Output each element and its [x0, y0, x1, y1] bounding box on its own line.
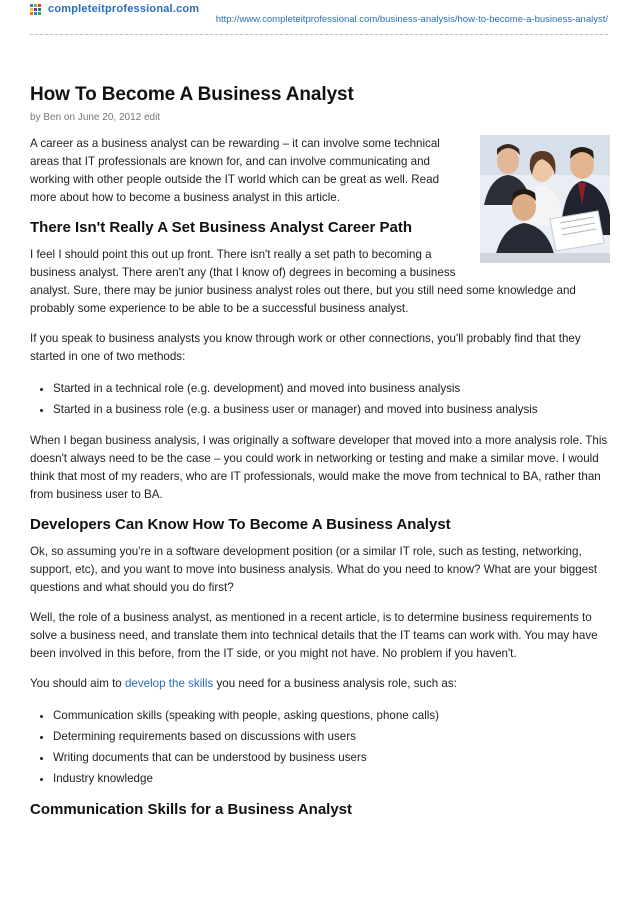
site-logo-icon: [30, 4, 42, 16]
list-item: • Started in a business role (e.g. a business user or manager) and moved into business analysis: [53, 399, 612, 420]
logo-square: [34, 12, 37, 15]
paragraph: I feel I should point this out up front. There isn't really a set path to becoming a business analyst. There aren't any (that I know of) degrees in becoming a business analyst. Sure, there may be junior business analyst roles out there, but you still need some knowledge and probably some experience to be able to be a successful business analyst.: [30, 248, 576, 315]
section-heading-communication: Communication Skills for a Business Analyst: [30, 801, 353, 818]
logo-square: [34, 4, 37, 7]
intro-paragraph: A career as a business analyst can be rewarding – it can involve some technical areas that IT professionals are known for, and can involve communicating and working with other people outside the IT world which can be great as well. Read more about how to become a business analyst in this article.: [30, 137, 440, 204]
site-name[interactable]: completeitprofessional.com: [48, 3, 200, 15]
paragraph: [30, 675, 612, 693]
list-item: • Industry knowledge: [53, 768, 612, 789]
page-header: [30, 0, 608, 62]
text: You should aim to: [30, 677, 125, 690]
logo-square: [38, 4, 41, 7]
list-item: • Communication skills (speaking with people, asking questions, phone calls): [53, 705, 612, 726]
methods-list: [30, 378, 612, 420]
page-url[interactable]: http://www.completeitprofessional.com/business-analysis/how-to-become-a-business-analyst/: [215, 14, 608, 25]
paragraph: Well, the role of a business analyst, as mentioned in a recent article, is to determine business requirements to solve a business need, and translate them into technical details that the IT teams can work with. You may have been involved in this before, from the IT side, or you might not have. No problem if you haven't.: [30, 611, 598, 660]
business-people-icon: [480, 135, 610, 263]
logo-square: [30, 8, 33, 11]
paragraph: When I began business analysis, I was originally a software developer that moved into a more analysis role. This doesn't always need to be the case – you could work in networking or testing and make a similar move. I would think that most of my readers, who are IT professionals, would make the move from technical to BA, rather than from business user to BA.: [30, 434, 608, 501]
section-heading-developers: Developers Can Know How To Become A Business Analyst: [30, 516, 451, 533]
article-title: How To Become A Business Analyst: [30, 84, 354, 105]
list-item: • Determining requirements based on discussions with users: [53, 726, 612, 747]
business-team-photo: [480, 135, 610, 263]
develop-skills-link[interactable]: develop the skills: [124, 677, 214, 690]
paragraph: Ok, so assuming you're in a software development position (or a similar IT role, such as testing, networking, support, etc), and you want to move into business analysis. What do you need to know? What are your biggest questions and what should you do first?: [30, 545, 598, 594]
skills-list: [30, 705, 612, 789]
logo-square: [34, 8, 37, 11]
paragraph: If you speak to business analysts you know through work or other connections, you'll probably find that they started in one of two methods:: [30, 332, 581, 363]
article: [30, 84, 612, 828]
logo-square: [30, 12, 33, 15]
logo-square: [38, 8, 41, 11]
logo-square: [30, 4, 33, 7]
list-item: • Started in a technical role (e.g. development) and moved into business analysis: [53, 378, 612, 399]
logo-square: [38, 12, 41, 15]
article-byline: by Ben on June 20, 2012 edit: [30, 112, 161, 123]
header-divider: [30, 34, 608, 35]
section-heading-career-path: There Isn't Really A Set Business Analyst Career Path: [30, 219, 413, 236]
list-item: • Writing documents that can be understood by business users: [53, 747, 612, 768]
text: you need for a business analysis role, such as:: [213, 677, 457, 690]
